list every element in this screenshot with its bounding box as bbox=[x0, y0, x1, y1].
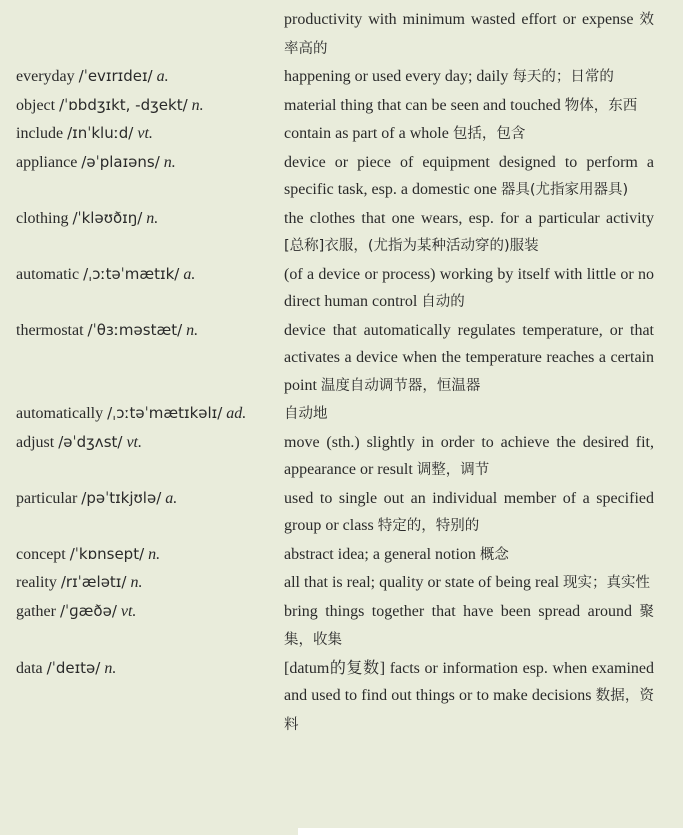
part-of-speech: n. bbox=[191, 96, 204, 114]
definition-text: move (sth.) slightly in order to achieve the desired fit, appearance or result bbox=[284, 433, 654, 478]
headword: particular bbox=[16, 489, 78, 507]
part-of-speech: a. bbox=[183, 265, 196, 283]
definition-text: (of a device or process) working by itself with little or no direct human control bbox=[284, 265, 654, 310]
headword-line bbox=[16, 569, 284, 597]
definition-cell bbox=[284, 485, 654, 541]
headword: object bbox=[16, 96, 56, 114]
definition-text: material thing that can be seen and touched bbox=[284, 96, 561, 114]
vocabulary-list bbox=[0, 6, 683, 739]
part-of-speech: ad. bbox=[226, 405, 247, 422]
definition-cell bbox=[284, 6, 654, 63]
definition-cell bbox=[284, 120, 654, 149]
headword-cell bbox=[0, 400, 284, 428]
headword-line bbox=[16, 598, 284, 626]
chinese-translation: 特定的，特别的 bbox=[377, 518, 480, 534]
part-of-speech: n. bbox=[148, 545, 161, 563]
definition-text: device that automatically regulates temperature, or that activates a device when the temperature reaches a certain point bbox=[284, 321, 654, 394]
part-of-speech: vt. bbox=[137, 125, 153, 142]
chinese-translation: 物体，东西 bbox=[564, 97, 638, 114]
headword-line bbox=[16, 485, 284, 513]
definition-text: happening or used every day; daily bbox=[284, 68, 509, 85]
definition-text: contain as part of a whole bbox=[284, 125, 449, 142]
definition-cell bbox=[284, 149, 654, 205]
part-of-speech: vt. bbox=[126, 433, 142, 451]
pronunciation: /əˈdʒʌst/ bbox=[58, 432, 123, 451]
headword-cell bbox=[0, 261, 284, 289]
chinese-translation: 现实；真实性 bbox=[563, 575, 651, 591]
part-of-speech: n. bbox=[104, 659, 117, 677]
definition-cell bbox=[284, 569, 654, 598]
definition-cell bbox=[284, 92, 654, 121]
headword-cell bbox=[0, 63, 284, 91]
headword: clothing bbox=[16, 209, 69, 227]
chinese-translation: 包括，包含 bbox=[452, 126, 526, 142]
part-of-speech: a. bbox=[156, 68, 169, 85]
definition-text: used to single out an individual member of a specified group or class bbox=[284, 489, 654, 534]
pronunciation: /ˈɡæðə/ bbox=[59, 601, 117, 620]
headword: automatic bbox=[16, 265, 80, 283]
definition-cell bbox=[284, 400, 654, 429]
headword-line bbox=[16, 541, 284, 569]
part-of-speech: n. bbox=[146, 209, 159, 227]
definition-text: abstract idea; a general notion bbox=[284, 545, 476, 563]
definition-cell bbox=[284, 541, 654, 570]
vocab-entry bbox=[0, 429, 683, 485]
part-of-speech: vt. bbox=[120, 602, 137, 620]
chinese-translation: 效率高的 bbox=[284, 12, 654, 57]
chinese-translation: [总称]衣服，(尤指为某种活动穿的)服装 bbox=[284, 238, 539, 254]
definition-text: [datum的复数] facts or information esp. when examined and used to find out things or to make decisions bbox=[284, 659, 654, 704]
chinese-translation: 概念 bbox=[479, 546, 509, 563]
chinese-translation: 自动地 bbox=[284, 406, 328, 422]
headword-cell bbox=[0, 541, 284, 569]
definition-text: all that is real; quality or state of being real bbox=[284, 574, 560, 591]
headword-cell bbox=[0, 655, 284, 683]
vocab-entry bbox=[0, 120, 683, 149]
chinese-translation: 数据，资料 bbox=[284, 688, 654, 733]
headword-line bbox=[16, 205, 284, 233]
headword-line bbox=[16, 149, 284, 177]
headword-cell bbox=[0, 317, 284, 345]
page-bottom-band bbox=[298, 828, 683, 835]
part-of-speech: n. bbox=[186, 321, 199, 339]
pronunciation: /rɪˈælətɪ/ bbox=[60, 573, 127, 591]
vocab-entry bbox=[0, 205, 683, 261]
headword-line bbox=[16, 63, 284, 91]
pronunciation: /ˌɔːtəˈmætɪkəlɪ/ bbox=[107, 404, 223, 422]
headword-cell bbox=[0, 429, 284, 457]
pronunciation: /ˈkɒnsept/ bbox=[69, 544, 145, 563]
headword-line bbox=[16, 92, 284, 120]
vocab-entry bbox=[0, 261, 683, 317]
definition-cell bbox=[284, 655, 654, 740]
definition-cell bbox=[284, 429, 654, 485]
definition-text: device or piece of equipment designed to perform a specific task, esp. a domestic one bbox=[284, 153, 654, 198]
headword-cell bbox=[0, 569, 284, 597]
vocab-entry bbox=[0, 149, 683, 205]
pronunciation: /ˈevɪrɪdeɪ/ bbox=[78, 67, 153, 85]
definition-text: productivity with minimum wasted effort or expense bbox=[284, 11, 634, 28]
chinese-translation: 每天的；日常的 bbox=[512, 69, 614, 85]
headword-line bbox=[16, 261, 284, 289]
pronunciation: /ˈkləʊðɪŋ/ bbox=[72, 208, 143, 227]
vocab-entry bbox=[0, 400, 683, 429]
pronunciation: /ɪnˈkluːd/ bbox=[67, 124, 134, 142]
vocab-entry bbox=[0, 317, 683, 401]
vocab-entry bbox=[0, 63, 683, 92]
headword-cell bbox=[0, 205, 284, 233]
part-of-speech: n. bbox=[130, 574, 143, 591]
definition-text: the clothes that one wears, esp. for a particular activity bbox=[284, 209, 654, 227]
headword: thermostat bbox=[16, 321, 84, 339]
definition-cell bbox=[284, 261, 654, 317]
headword: include bbox=[16, 125, 64, 142]
vocab-entry bbox=[0, 569, 683, 598]
definition-cell bbox=[284, 598, 654, 655]
part-of-speech: a. bbox=[165, 489, 178, 507]
vocab-entry bbox=[0, 92, 683, 121]
headword: everyday bbox=[16, 68, 75, 85]
definition-cell bbox=[284, 63, 654, 92]
definition-cell bbox=[284, 205, 654, 261]
headword: reality bbox=[16, 574, 57, 591]
headword-line bbox=[16, 429, 284, 457]
headword-line bbox=[16, 655, 284, 683]
pronunciation: /ˈdeɪtə/ bbox=[46, 658, 101, 677]
headword-line bbox=[16, 120, 284, 148]
pronunciation: /ˌɔːtəˈmætɪk/ bbox=[83, 264, 180, 283]
headword: automatically bbox=[16, 405, 104, 422]
headword-line bbox=[16, 400, 284, 428]
pronunciation: /ˈθɜːməstæt/ bbox=[87, 320, 183, 339]
headword-cell bbox=[0, 149, 284, 177]
chinese-translation: 自动的 bbox=[421, 294, 465, 310]
headword: adjust bbox=[16, 433, 55, 451]
headword: gather bbox=[16, 602, 56, 620]
vocab-entry bbox=[0, 485, 683, 541]
headword-cell bbox=[0, 485, 284, 513]
chinese-translation: 聚集，收集 bbox=[284, 603, 654, 648]
chinese-translation: 调整，调节 bbox=[416, 462, 490, 478]
vocab-entry bbox=[0, 655, 683, 740]
headword-cell bbox=[0, 598, 284, 626]
definition-text: bring things together that have been spread around bbox=[284, 602, 633, 620]
headword: data bbox=[16, 659, 43, 677]
headword-cell bbox=[0, 92, 284, 120]
definition-cell bbox=[284, 317, 654, 401]
vocab-entry bbox=[0, 598, 683, 655]
chinese-translation: 器具(尤指家用器具) bbox=[500, 182, 629, 198]
vocab-entry bbox=[0, 541, 683, 570]
pronunciation: /əˈplaɪəns/ bbox=[81, 152, 160, 171]
pronunciation: /pəˈtɪkjʊlə/ bbox=[81, 488, 162, 507]
headword-cell bbox=[0, 120, 284, 148]
vocab-entry bbox=[0, 6, 683, 63]
headword-line bbox=[16, 317, 284, 345]
chinese-translation: 温度自动调节器，恒温器 bbox=[320, 377, 481, 394]
headword: concept bbox=[16, 545, 66, 563]
part-of-speech: n. bbox=[163, 153, 176, 171]
headword: appliance bbox=[16, 153, 78, 171]
pronunciation: /ˈɒbdʒɪkt, -dʒekt/ bbox=[59, 95, 188, 114]
